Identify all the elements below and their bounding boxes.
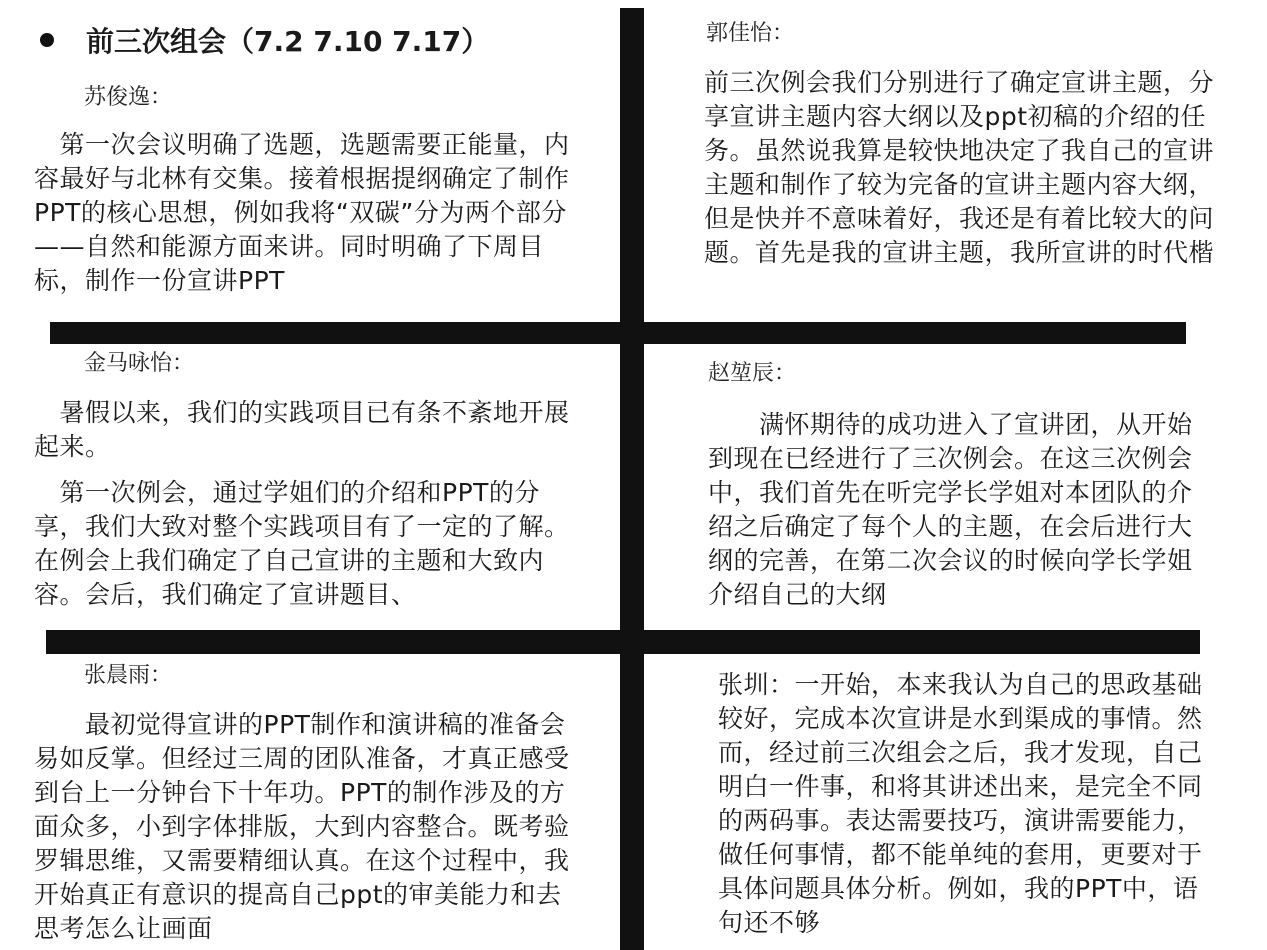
bullet-icon: [40, 33, 54, 47]
quadrant-middle-left: [34, 396, 590, 630]
quadrant-top-left: [34, 128, 582, 318]
paragraph: 前三次例会我们分别进行了确定宣讲主题，分享宣讲主题内容大纲以及ppt初稿的介绍的任务。虽然说我算是较快地决定了我自己的宣讲主题和制作了较为完备的宣讲主题内容大纲，但是快并不意味着好，我还是有着比较大的问题。首先是我的宣讲主题，我所宣讲的时代楷: [704, 68, 1214, 267]
paragraph: 第一次会议明确了选题，选题需要正能量，内容最好与北林有交集。接着根据提纲确定了制作PPT的核心思想，例如我将“双碳”分为两个部分——自然和能源方面来讲。同时明确了下周目标，制作一份宣讲PPT: [34, 130, 570, 295]
quadrant-bottom-right: [718, 668, 1208, 950]
paragraph: 张圳：一开始，本来我认为自己的思政基础较好，完成本次宣讲是水到渠成的事情。然而，经过前三次组会之后，我才发现，自己明白一件事，和将其讲述出来，是完全不同的两码事。表达需要技巧，演讲需要能力，做任何事情，都不能单纯的套用，更要对于具体问题具体分析。例如，我的PPT中，语句还不够: [718, 670, 1203, 937]
horizontal-divider-upper: [50, 322, 1186, 344]
quadrant-middle-right: [708, 408, 1198, 638]
author-name-bottom-left: 张晨雨：: [84, 663, 173, 688]
author-name-top-right: 郭佳怡：: [706, 21, 795, 46]
paragraph: 暑假以来，我们的实践项目已有条不紊地开展起来。: [34, 398, 570, 461]
author-name-middle-right: 赵堃辰：: [708, 361, 797, 386]
quadrant-bottom-left: [34, 708, 582, 950]
heading-text: 前三次组会（7.2 7.10 7.17）: [86, 25, 490, 58]
vertical-divider: [620, 8, 644, 950]
author-name-top-left: 苏俊逸：: [84, 85, 173, 110]
paragraph: 第一次例会，通过学姐们的介绍和PPT的分享，我们大致对整个实践项目有了一定的了解。在例会上我们确定了自己宣讲的主题和大致内容。会后，我们确定了宣讲题目、: [34, 478, 570, 609]
paragraph: 最初觉得宣讲的PPT制作和演讲稿的准备会易如反掌。但经过三周的团队准备，才真正感受到台上一分钟台下十年功。PPT的制作涉及的方面众多，小到字体排版，大到内容整合。既考验罗辑思维，又需要精细认真。在这个过程中，我开始真正有意识的提高自己ppt的审美能力和去思考怎么让画面: [34, 710, 570, 943]
paragraph: 满怀期待的成功进入了宣讲团，从开始到现在已经进行了三次例会。在这三次例会中，我们首先在听完学长学姐对本团队的介绍之后确定了每个人的主题，在会后进行大纲的完善，在第二次会议的时候向学长学姐介绍自己的大纲: [708, 410, 1193, 609]
section-heading: [40, 22, 489, 62]
quadrant-top-right: [704, 66, 1214, 326]
author-name-middle-left: 金马咏怡：: [84, 351, 195, 376]
horizontal-divider-lower: [46, 630, 1200, 654]
